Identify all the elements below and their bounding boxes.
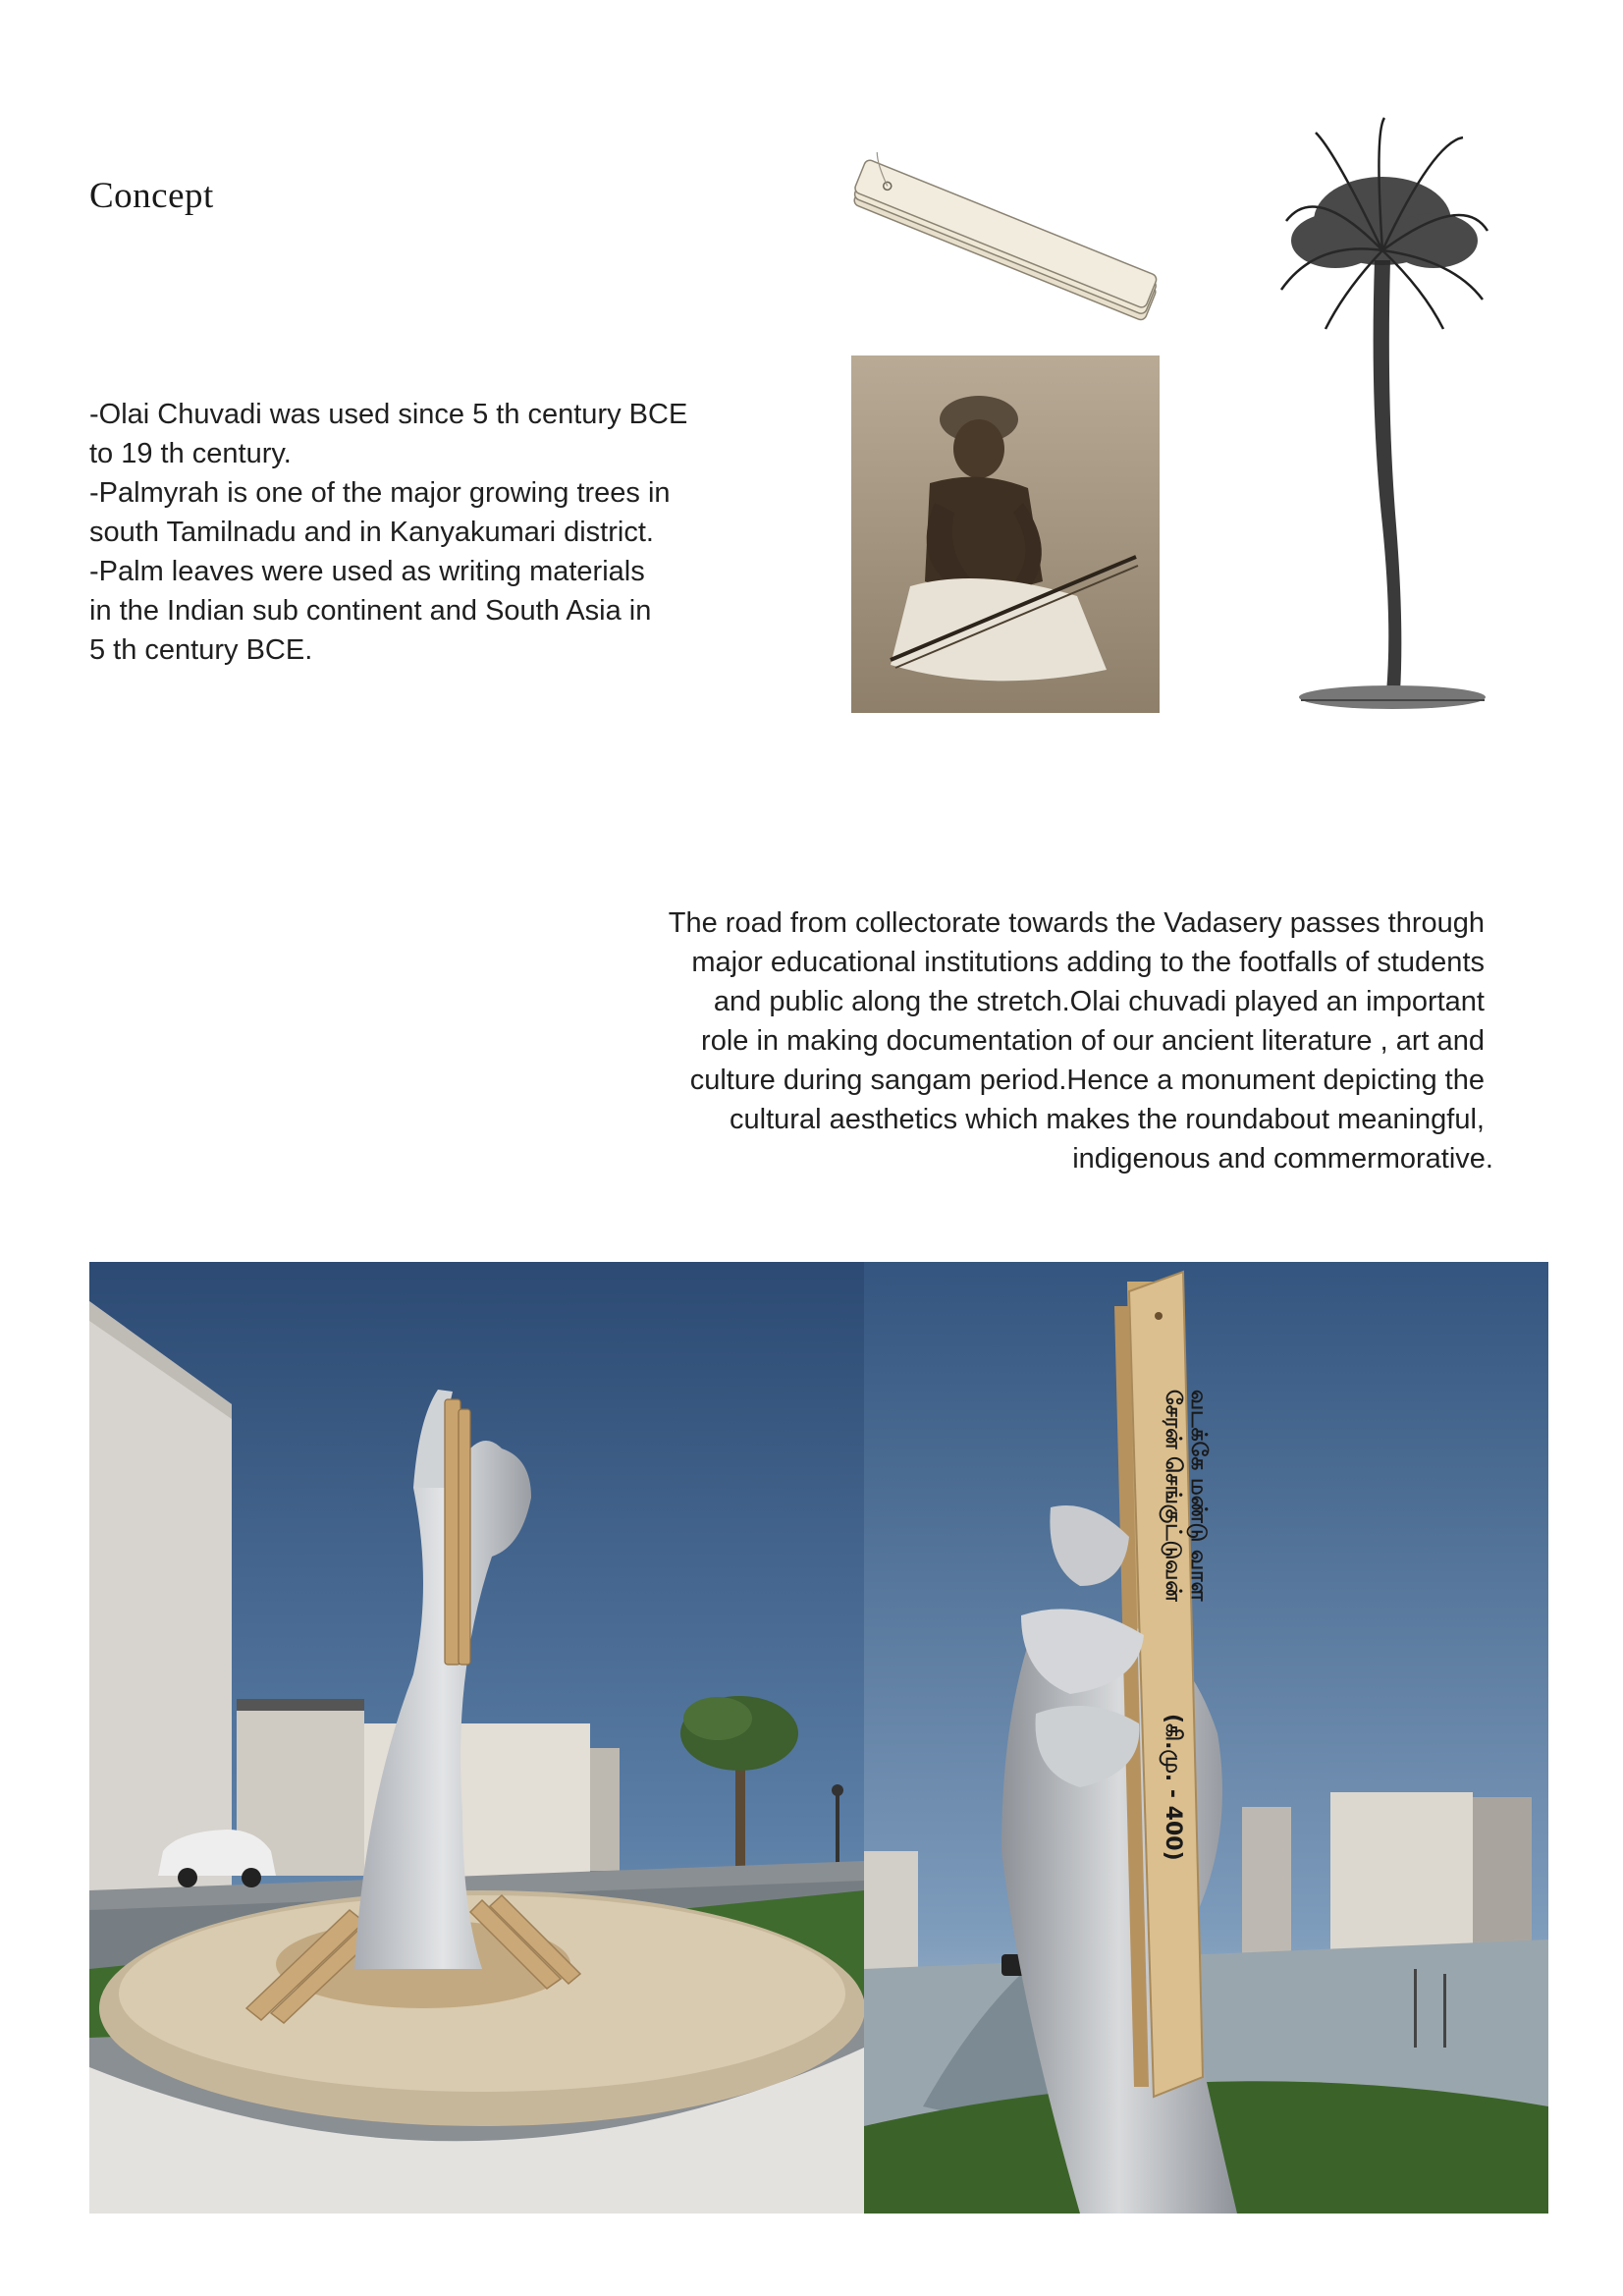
concept-line: -Palm leaves were used as writing materials — [89, 556, 645, 587]
concept-line: south Tamilnadu and in Kanyakumari district. — [89, 517, 654, 548]
description-line: and public along the stretch.Olai chuvadi played an important — [713, 986, 1485, 1017]
concept-line: 5 th century BCE. — [89, 634, 313, 666]
concept-line: -Palmyrah is one of the major growing trees in — [89, 477, 671, 509]
concept-line: in the Indian sub continent and South Asia in — [89, 595, 652, 627]
concept-line: to 19 th century. — [89, 438, 292, 469]
description-line: The road from collectorate towards the Vadasery passes through — [668, 907, 1485, 939]
description-line: cultural aesthetics which makes the roundabout meaningful, — [730, 1104, 1485, 1135]
description-line: indigenous and commermorative. — [1072, 1143, 1493, 1175]
palmyra-tree-illustration — [1276, 113, 1492, 717]
palm-leaf-manuscript-image — [839, 152, 1173, 334]
leaf-inscription-line-1: சேரன் செங்குட்டுவன் — [1161, 1390, 1185, 1602]
scribe-photograph — [851, 355, 1160, 713]
description-line: major educational institutions adding to the footfalls of students — [691, 947, 1485, 978]
description-line: role in making documentation of our ancient literature , art and — [701, 1025, 1485, 1057]
concept-points — [89, 395, 777, 670]
description-line: culture during sangam period.Hence a monument depicting the — [689, 1065, 1485, 1096]
leaf-inscription-line-2: வடக்கே மண்டு வாள — [1186, 1390, 1211, 1602]
concept-line: -Olai Chuvadi was used since 5 th century BCE — [89, 399, 688, 430]
project-description — [550, 903, 1493, 1178]
leaf-inscription-line-3: (கி.மு. - 400) — [1161, 1714, 1185, 1861]
monument-render-roundabout — [89, 1262, 864, 2214]
monument-render-closeup — [864, 1262, 1548, 2214]
page-title: Concept — [89, 176, 214, 216]
